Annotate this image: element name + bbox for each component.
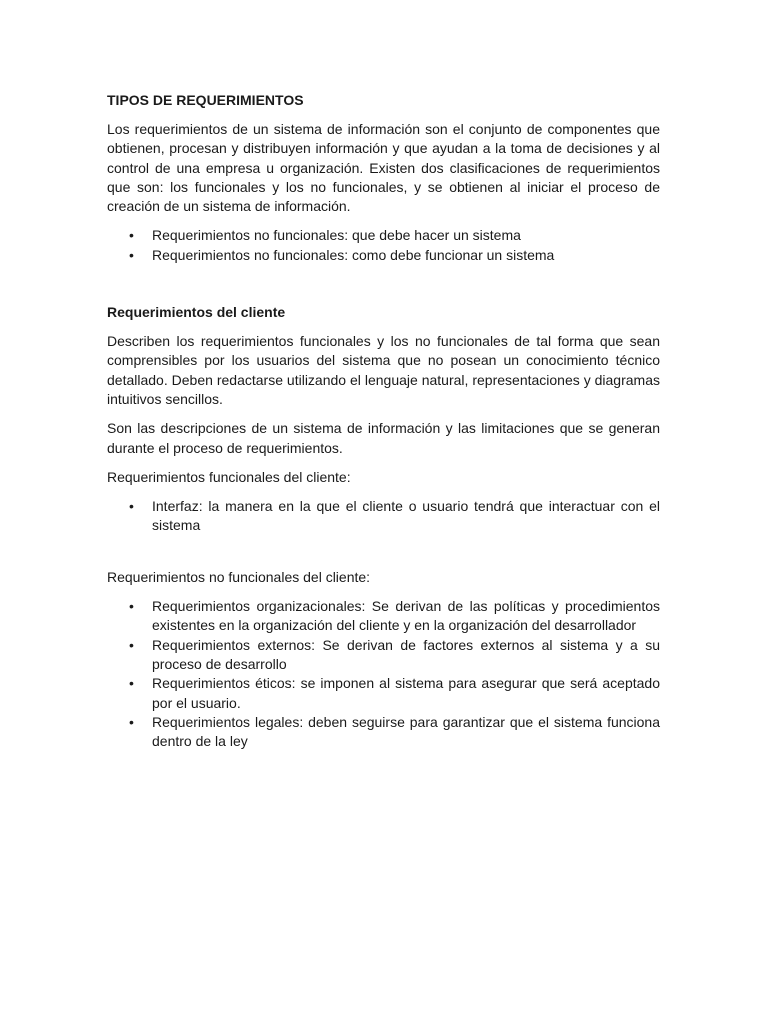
intro-paragraph: Los requerimientos de un sistema de información son el conjunto de componentes que obtienen, procesan y distribuyen información y que ayudan a la toma de decisiones y al control de una empresa u organización. Existen dos clasificaciones de requerimientos que son: los funcionales y los no funcionales, y se obtienen al iniciar el proceso de creación de un sistema de información. [107, 121, 660, 215]
functional-list [107, 497, 660, 536]
list-item: • Requerimientos éticos: se imponen al sistema para asegurar que será aceptado por el usuario. [107, 674, 660, 713]
client-description-paragraph: Describen los requerimientos funcionales y los no funcionales de tal forma que sean comprensibles por los usuarios del sistema que no posean un conocimiento técnico detallado. Deben redactarse utilizando el lenguaje natural, representaciones y diagramas intuitivos sencillos. [107, 333, 660, 407]
list-item: • Requerimientos organizacionales: Se derivan de las políticas y procedimientos existentes en la organización del cliente y en la organización del desarrollador [107, 597, 660, 636]
nonfunctional-label: Requerimientos no funcionales del cliente: [107, 568, 371, 585]
client-limitations-paragraph: Son las descripciones de un sistema de información y las limitaciones que se generan durante el proceso de requerimientos. [107, 420, 660, 456]
nonfunctional-list [107, 597, 660, 751]
list-item: • Requerimientos no funcionales: como debe funcionar un sistema [107, 246, 660, 265]
list-item: • Interfaz: la manera en la que el cliente o usuario tendrá que interactuar con el sistema [107, 497, 660, 536]
functional-label: Requerimientos funcionales del cliente: [107, 468, 351, 485]
section-title-tipos: TIPOS DE REQUERIMIENTOS [107, 92, 304, 108]
document-page [107, 91, 660, 751]
list-item: • Requerimientos externos: Se derivan de factores externos al sistema y a su proceso de desarrollo [107, 636, 660, 675]
list-item: • Requerimientos legales: deben seguirse para garantizar que el sistema funciona dentro de la ley [107, 713, 660, 752]
requirements-types-list [107, 226, 660, 265]
list-item: • Requerimientos no funcionales: que debe hacer un sistema [107, 226, 660, 245]
section-title-cliente: Requerimientos del cliente [107, 304, 286, 321]
